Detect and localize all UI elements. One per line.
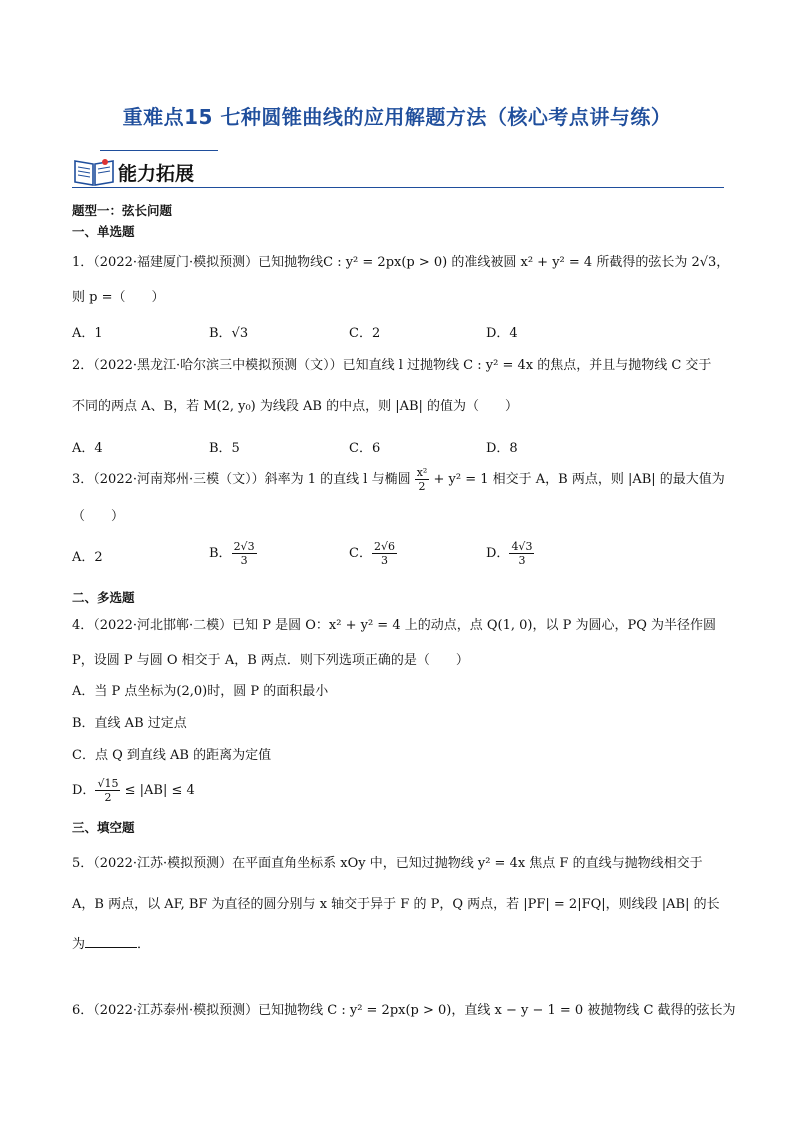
open-book-icon xyxy=(72,154,116,188)
q4-option-d-rest: ≤ |AB| ≤ 4 xyxy=(124,783,195,799)
q3-option-d xyxy=(486,540,534,567)
q3-stem-part2: + y² = 1 相交于 A，B 两点，则 |AB| 的最大值为 xyxy=(433,472,725,488)
q3-option-b-fraction xyxy=(232,540,257,567)
q3-option-c-numerator: 2√6 xyxy=(373,540,395,553)
q4-option-b: B．直线 AB 过定点 xyxy=(72,716,187,731)
q3-option-c-label: C． xyxy=(349,546,372,562)
banner-top-line xyxy=(100,150,218,151)
part-heading-single-choice: 一、单选题 xyxy=(72,224,135,239)
q1-option-a: A．1 xyxy=(72,326,103,341)
q4-option-d-denominator: 2 xyxy=(104,791,112,805)
q4-option-a: A．当 P 点坐标为(2,0)时，圆 P 的面积最小 xyxy=(72,684,329,699)
q3-fraction-denominator: 2 xyxy=(418,480,426,494)
q2-option-d: D．8 xyxy=(486,441,518,456)
q4-stem-line1: 4．（2022·河北邯郸·二模）已知 P 是圆 O：x² + y² = 4 上的动点，点 Q(1, 0)，以 P 为圆心，PQ 为半径作圆 xyxy=(72,618,717,633)
banner-rule xyxy=(72,187,724,188)
q3-stem-line1 xyxy=(72,466,725,493)
q3-option-b-numerator: 2√3 xyxy=(233,540,255,553)
q2-stem-line2: 不同的两点 A、B，若 M(2, y₀) 为线段 AB 的中点，则 |AB| 的值为（ ） xyxy=(72,399,519,414)
q3-option-c-denominator: 3 xyxy=(380,554,388,568)
section-banner xyxy=(72,146,724,188)
q3-fraction xyxy=(415,466,430,493)
q3-option-d-fraction xyxy=(509,540,534,567)
q5-answer-blank[interactable] xyxy=(85,935,137,948)
q1-option-d: D．4 xyxy=(486,326,518,341)
q1-stem-line1: 1．（2022·福建厦门·模拟预测）已知抛物线C : y² = 2px(p > 0) 的准线被圆 x² + y² = 4 所截得的弦长为 2√3， xyxy=(72,255,730,270)
q5-line3-prefix: 为 xyxy=(72,937,86,952)
part-heading-multi-choice: 二、多选题 xyxy=(72,590,135,605)
q6-stem-line1: 6．（2022·江苏泰州·模拟预测）已知抛物线 C : y² = 2px(p > 0)，直线 x − y − 1 = 0 被抛物线 C 截得的弦长为 xyxy=(72,1003,736,1018)
q3-option-d-numerator: 4√3 xyxy=(511,540,533,553)
q3-option-c xyxy=(349,540,397,567)
banner-label: 能力拓展 xyxy=(118,163,195,185)
page-title: 重难点15 七种圆锥曲线的应用解题方法（核心考点讲与练） xyxy=(122,105,672,129)
q3-option-c-fraction xyxy=(372,540,397,567)
q3-fraction-numerator: x² xyxy=(416,466,428,479)
q5-stem-line2: A，B 两点，以 AF, BF 为直径的圆分别与 x 轴交于异于 F 的 P，Q 两点，若 |PF| = 2|FQ|，则线段 |AB| 的长 xyxy=(72,897,720,912)
part-heading-fill-blank: 三、填空题 xyxy=(72,820,135,835)
q5-line3-suffix: ． xyxy=(137,937,151,952)
q3-option-b xyxy=(209,540,257,567)
q3-option-b-label: B． xyxy=(209,546,232,562)
q5-stem-line3 xyxy=(72,935,150,951)
q4-option-c: C．点 Q 到直线 AB 的距离为定值 xyxy=(72,748,272,763)
q1-option-c: C．2 xyxy=(349,326,381,341)
question-type-heading: 题型一：弦长问题 xyxy=(72,203,173,218)
q3-option-b-denominator: 3 xyxy=(240,554,248,568)
q2-option-a: A．4 xyxy=(72,441,103,456)
q3-stem-line2: （ ） xyxy=(72,509,125,524)
q3-stem-part1: 3．（2022·河南郑州·三模（文））斜率为 1 的直线 l 与椭圆 xyxy=(72,472,411,488)
q2-option-c: C．6 xyxy=(349,441,381,456)
q3-option-a: A．2 xyxy=(72,550,103,565)
q3-option-d-denominator: 3 xyxy=(518,554,526,568)
q1-option-b: B．√3 xyxy=(209,326,249,341)
q4-option-d-numerator: √15 xyxy=(97,777,119,790)
q2-stem-line1: 2．（2022·黑龙江·哈尔滨三中模拟预测（文））已知直线 l 过抛物线 C : y² = 4x 的焦点，并且与抛物线 C 交于 xyxy=(72,358,712,373)
q4-option-d-fraction xyxy=(95,777,120,804)
q2-option-b: B．5 xyxy=(209,441,240,456)
q3-option-d-label: D． xyxy=(486,546,510,562)
q5-stem-line1: 5．（2022·江苏·模拟预测）在平面直角坐标系 xOy 中，已知过抛物线 y² = 4x 焦点 F 的直线与抛物线相交于 xyxy=(72,856,703,871)
q4-option-d-label: D． xyxy=(72,783,96,799)
q1-stem-line2: 则 p =（ ） xyxy=(72,290,165,305)
q4-option-d xyxy=(72,777,195,804)
q4-stem-line2: P，设圆 P 与圆 O 相交于 A，B 两点．则下列选项正确的是（ ） xyxy=(72,653,469,668)
